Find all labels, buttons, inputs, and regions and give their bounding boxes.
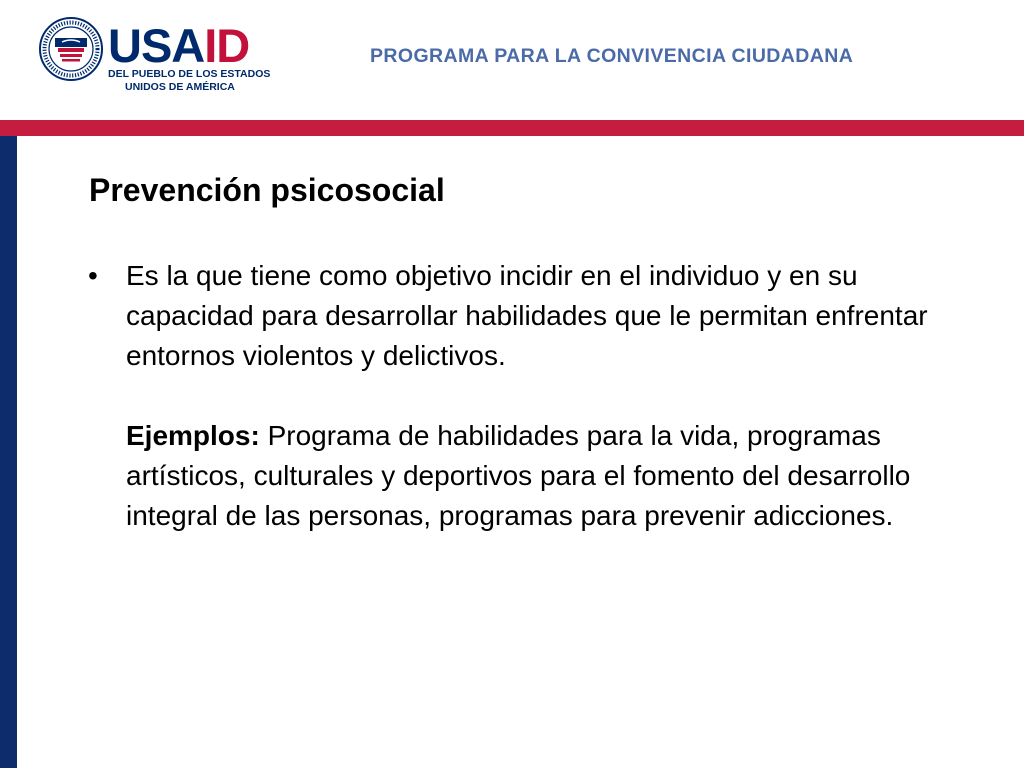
bullet-icon: • <box>88 260 98 291</box>
usaid-seal-icon <box>38 16 104 82</box>
logo-tagline-line2: UNIDOS DE AMÉRICA <box>125 81 235 93</box>
examples-paragraph <box>88 416 948 536</box>
program-title: PROGRAMA PARA LA CONVIVENCIA CIUDADANA <box>370 45 854 67</box>
slide-body <box>88 256 948 536</box>
usaid-logo-wordmark <box>108 19 250 72</box>
logo-tagline-line1: DEL PUEBLO DE LOS ESTADOS <box>108 68 271 80</box>
bullet-item <box>88 256 948 376</box>
logo-usa: USA <box>108 19 205 72</box>
bullet-text: Es la que tiene como objetivo incidir en el individuo y en su capacidad para desarrollar habilidades que le permitan enfrentar entornos violentos y delictivos. <box>126 260 928 371</box>
red-header-band <box>0 120 1024 136</box>
left-blue-bar <box>0 136 17 768</box>
examples-text: Programa de habilidades para la vida, programas artísticos, culturales y deportivos para el fomento del desarrollo integral de las personas, programas para prevenir adicciones. <box>126 420 911 531</box>
logo-id: ID <box>204 19 250 72</box>
slide-title: Prevención psicosocial <box>89 172 445 208</box>
header <box>0 0 1024 120</box>
examples-label: Ejemplos: <box>126 420 260 451</box>
